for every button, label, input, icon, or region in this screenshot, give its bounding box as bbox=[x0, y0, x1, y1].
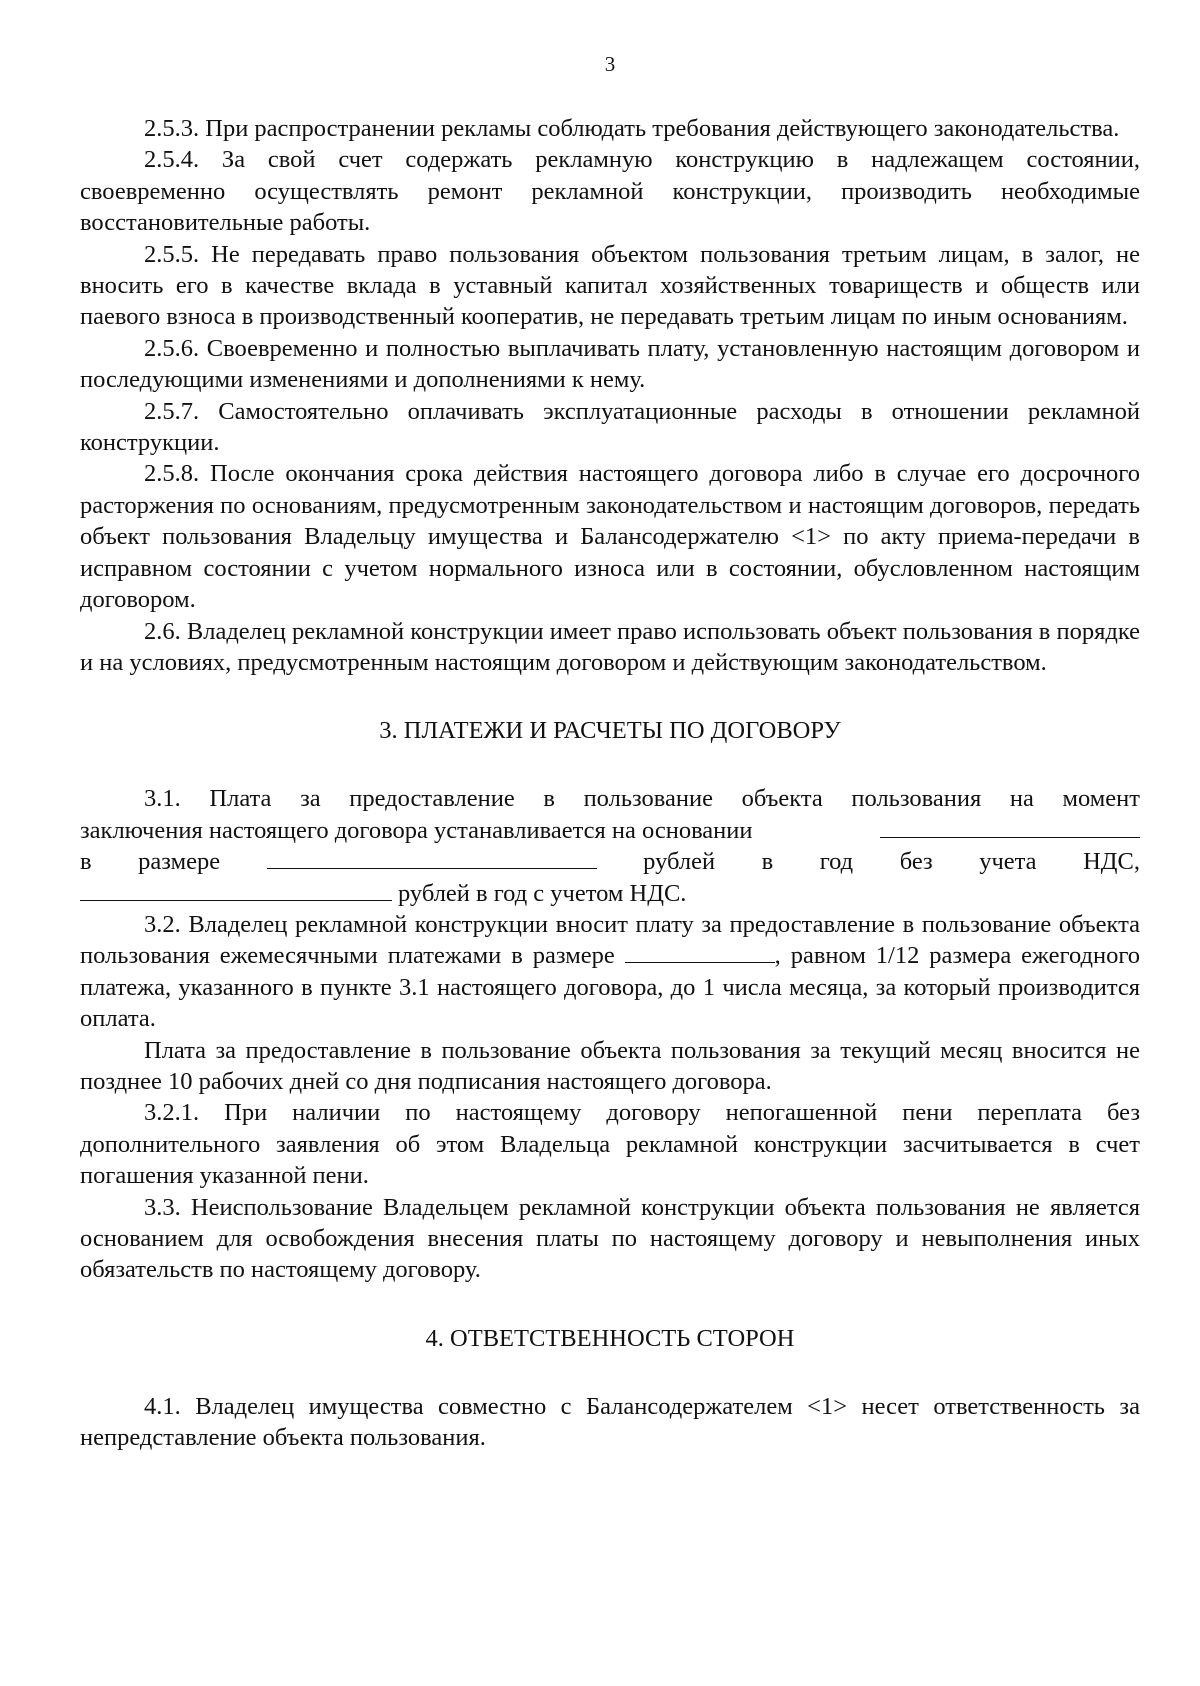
basis-blank-field[interactable] bbox=[880, 815, 1140, 838]
word-amount: размере bbox=[138, 848, 221, 876]
section-4-heading: 4. ОТВЕТСТВЕННОСТЬ СТОРОН bbox=[425, 1324, 795, 1352]
amount-without-vat-blank-field[interactable] bbox=[267, 846, 597, 869]
paragraph-3-2 bbox=[80, 909, 1140, 1035]
amount-with-vat-blank-field[interactable] bbox=[80, 878, 392, 901]
section-3-heading: 3. ПЛАТЕЖИ И РАСЧЕТЫ ПО ДОГОВОРУ bbox=[379, 717, 841, 745]
paragraph-3-2-1: 3.2.1. При наличии по настоящему договору непогашенной пени переплата без дополнительного заявления об этом Владельца рекламной конструкции засчитывается в счет погашения указанной пени. bbox=[80, 1099, 1140, 1190]
paragraph-2-5-6: 2.5.6. Своевременно и полностью выплачивать плату, установленную настоящим договором и последующими изменениями и дополнениями к нему. bbox=[80, 334, 1140, 394]
word-without: без bbox=[899, 848, 933, 876]
paragraph-3-1-line-2 bbox=[80, 815, 1140, 846]
word-in-2: в bbox=[761, 848, 774, 876]
paragraph-3-1 bbox=[80, 783, 1140, 909]
basis-label: заключения настоящего договора устанавливается на основании bbox=[80, 816, 753, 844]
word-rubles: рублей bbox=[643, 848, 716, 876]
word-vat: НДС, bbox=[1083, 848, 1140, 876]
paragraph-3-1-line-1: 3.1. Плата за предоставление в пользование объекта пользования на момент bbox=[144, 785, 1140, 813]
paragraph-2-5-4: 2.5.4. За свой счет содержать рекламную конструкцию в надлежащем состоянии, своевременно осуществлять ремонт рекламной конструкции, производить необходимые восстановительные работы. bbox=[80, 146, 1140, 237]
paragraph-3-1-line-3 bbox=[80, 846, 1140, 877]
paragraph-3-2-comma: , bbox=[774, 942, 781, 970]
paragraph-2-5-7: 2.5.7. Самостоятельно оплачивать эксплуатационные расходы в отношении рекламной конструкции. bbox=[80, 397, 1140, 457]
paragraph-3-1-line-4 bbox=[80, 878, 1140, 909]
paragraph-2-5-3: 2.5.3. При распространении рекламы соблюдать требования действующего законодательства. bbox=[144, 115, 1120, 142]
paragraph-2-6: 2.6. Владелец рекламной конструкции имеет право использовать объект пользования в порядке и на условиях, предусмотренным настоящим договором и действующим законодательством. bbox=[80, 617, 1140, 676]
paragraph-3-2-rest: равном 1/12 размера ежегодного платежа, указанного в пункте 3.1 настоящего договора, до 1 числа месяца, за который производится оплата. bbox=[80, 942, 1141, 1033]
paragraph-current-month: Плата за предоставление в пользование объекта пользования за текущий месяц вносится не позднее 10 рабочих дней со дня подписания настоящего договора. bbox=[80, 1036, 1140, 1095]
paragraph-3-3: 3.3. Неиспользование Владельцем рекламной конструкции объекта пользования не является основанием для освобождения внесения платы по настоящему договору и невыполнения иных обязательств по настоящему договору. bbox=[80, 1193, 1140, 1284]
monthly-payment-blank-field[interactable] bbox=[625, 940, 775, 963]
paragraph-2-5-8: 2.5.8. После окончания срока действия настоящего договора либо в случае его досрочного расторжения по основаниям, предусмотренным законодательством и настоящим договоров, передать объект пользования Владельцу имущества и Балансодержателю <1> по акту приема-передачи в исправном состоянии с учетом нормального износа или в состоянии, обусловленном настоящим договором. bbox=[80, 460, 1140, 614]
word-in: в bbox=[80, 848, 92, 876]
word-year: год bbox=[819, 848, 854, 876]
page-number: 3 bbox=[604, 52, 616, 76]
paragraph-3-2-text: 3.2. Владелец рекламной конструкции вносит плату за предоставление в пользование объекта пользования ежемесячными платежами в размере bbox=[80, 910, 1140, 970]
paragraph-2-5-5: 2.5.5. Не передавать право пользования объектом пользования третьим лицам, в залог, не вносить его в качестве вклада в уставный капитал хозяйственных товариществ и обществ или паевого взноса в производственный кооператив, не передавать третьим лицам по иным основаниям. bbox=[80, 240, 1140, 331]
word-accounting: учета bbox=[979, 848, 1037, 876]
with-vat-label: рублей в год с учетом НДС. bbox=[398, 879, 687, 907]
paragraph-4-1: 4.1. Владелец имущества совместно с Балансодержателем <1> несет ответственность за непредставление объекта пользования. bbox=[80, 1392, 1140, 1452]
